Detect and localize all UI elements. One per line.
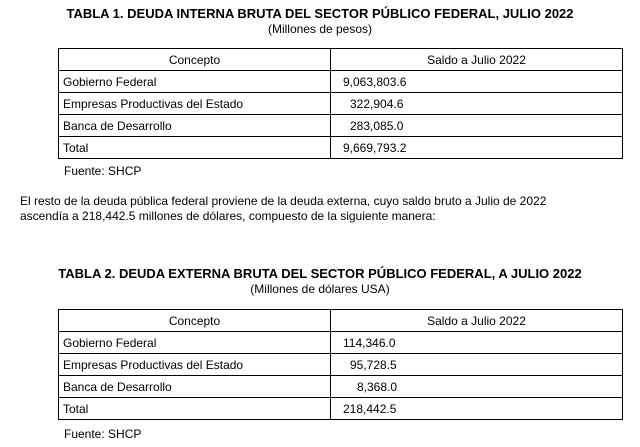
row-label: Banca de Desarrollo	[59, 376, 331, 398]
table1-header-row	[59, 49, 623, 71]
row-value: 8,368.0	[331, 376, 623, 398]
row-value: 322,904.6	[331, 93, 623, 115]
row-value: 114,346.0	[331, 332, 623, 354]
table-row	[59, 354, 623, 376]
row-value: 218,442.5	[331, 398, 623, 420]
table1-title: TABLA 1. DEUDA INTERNA BRUTA DEL SECTOR PÚBLICO FEDERAL, JULIO 2022	[66, 6, 574, 21]
row-label: Total	[59, 137, 331, 159]
table2-header-row	[59, 310, 623, 332]
table2-source: Fuente: SHCP	[64, 427, 142, 441]
table1-header-concepto: Concepto	[59, 49, 331, 71]
table-row-total	[59, 398, 623, 420]
table1-subtitle: (Millones de pesos)	[267, 22, 373, 36]
table-row	[59, 115, 623, 137]
table1-source: Fuente: SHCP	[64, 164, 142, 178]
table1	[58, 48, 623, 159]
row-value: 9,669,793.2	[331, 137, 623, 159]
body-paragraph	[20, 194, 630, 224]
row-label: Gobierno Federal	[59, 332, 331, 354]
table-row	[59, 332, 623, 354]
table2-header-concepto: Concepto	[59, 310, 331, 332]
row-label: Empresas Productivas del Estado	[59, 354, 331, 376]
row-value: 283,085.0	[331, 115, 623, 137]
table2-subtitle: (Millones de dólares USA)	[250, 282, 390, 296]
table-row	[59, 93, 623, 115]
row-value: 9,063,803.6	[331, 71, 623, 93]
row-label: Gobierno Federal	[59, 71, 331, 93]
table2	[58, 309, 623, 420]
table2-header-saldo: Saldo a Julio 2022	[331, 310, 623, 332]
table-row-total	[59, 137, 623, 159]
row-label: Total	[59, 398, 331, 420]
row-value: 95,728.5	[331, 354, 623, 376]
table-row	[59, 71, 623, 93]
row-label: Banca de Desarrollo	[59, 115, 331, 137]
paragraph-line-2: ascendía a 218,442.5 millones de dólares, compuesto de la siguiente manera:	[20, 209, 436, 223]
table2-title: TABLA 2. DEUDA EXTERNA BRUTA DEL SECTOR PÚBLICO FEDERAL, A JULIO 2022	[58, 266, 582, 281]
row-label: Empresas Productivas del Estado	[59, 93, 331, 115]
table-row	[59, 376, 623, 398]
table1-header-saldo: Saldo a Julio 2022	[331, 49, 623, 71]
paragraph-line-1: El resto de la deuda pública federal proviene de la deuda externa, cuyo saldo bruto a Julio de 2022	[20, 194, 547, 208]
